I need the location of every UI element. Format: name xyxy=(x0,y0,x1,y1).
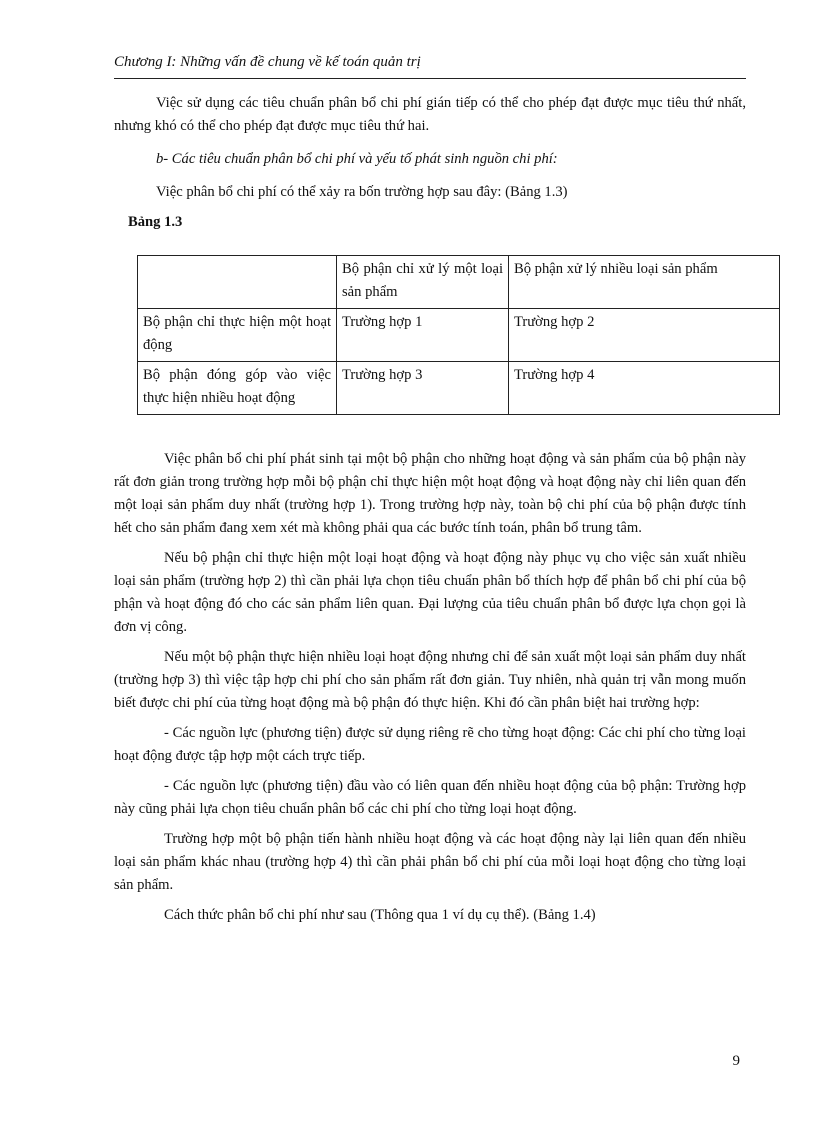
chapter-header: Chương I: Những vấn đề chung về kế toán quản trị xyxy=(114,54,421,70)
cases-intro: Việc phân bổ chi phí có thể xảy ra bốn trường hợp sau đây: (Bảng 1.3) xyxy=(156,184,568,200)
bullet-paragraph: - Các nguồn lực (phương tiện) đầu vào có liên quan đến nhiều hoạt động của bộ phận: Trường hợp này cũng phải lựa chọn tiêu chuẩn phân bổ các chi phí cho từng loại hoạt động. xyxy=(114,778,746,817)
body-paragraph: Nếu một bộ phận thực hiện nhiều loại hoạt động nhưng chỉ để sản xuất một loại sản phẩm duy nhất (trường hợp 3) thì việc tập hợp chi phí cho sản phẩm rất đơn giản. Tuy nhiên, nhà quản trị vẫn mong muốn biết được chi phí của từng hoạt động mà bộ phận đó thực hiện. Khi đó cần phân biệt hai trường hợp: xyxy=(114,649,746,711)
body-paragraph: Việc phân bổ chi phí phát sinh tại một bộ phận cho những hoạt động và sản phẩm của bộ phận này rất đơn giản trong trường hợp mỗi bộ phận chỉ thực hiện một hoạt động và hoạt động này chỉ liên quan đến một loại sản phẩm duy nhất (trường hợp 1). Trong trường hợp này, toàn bộ chi phí của bộ phận được tính hết cho sản phẩm đang xem xét mà không phải qua các bước tính toán, phân bổ trung tâm. xyxy=(114,451,746,536)
subheading: b- Các tiêu chuẩn phân bổ chi phí và yếu tố phát sinh nguồn chi phí: xyxy=(156,151,558,167)
intro-paragraph: Việc sử dụng các tiêu chuẩn phân bổ chi phí gián tiếp có thể cho phép đạt được mục tiêu thứ nhất, nhưng khó có thể cho phép đạt được mục tiêu thứ hai. xyxy=(114,95,746,134)
bullet-paragraph: - Các nguồn lực (phương tiện) được sử dụng riêng rẽ cho từng hoạt động: Các chi phí cho từng loại hoạt động được tập hợp một cách trực tiếp. xyxy=(114,725,746,764)
table-row xyxy=(138,309,780,362)
table-row-label: Bộ phận đóng góp vào việc thực hiện nhiều hoạt động xyxy=(138,362,337,415)
table-header-row xyxy=(138,256,780,309)
table-col-header: Bộ phận chỉ xử lý một loại sản phẩm xyxy=(337,256,509,309)
table-row-label: Bộ phận chỉ thực hiện một hoạt động xyxy=(138,309,337,362)
table-cell: Trường hợp 2 xyxy=(509,309,780,362)
header-rule xyxy=(114,78,746,79)
table-cell: Trường hợp 3 xyxy=(337,362,509,415)
body-paragraph: Trường hợp một bộ phận tiến hành nhiều hoạt động và các hoạt động này lại liên quan đến nhiều loại sản phẩm khác nhau (trường hợp 4) thì cần phải phân bổ chi phí của mỗi loại hoạt động cho từng loại sản phẩm. xyxy=(114,831,746,893)
table-corner-cell xyxy=(138,256,337,309)
page-content xyxy=(114,92,746,927)
body-paragraph: Cách thức phân bổ chi phí như sau (Thông qua 1 ví dụ cụ thể). (Bảng 1.4) xyxy=(164,907,596,923)
table-caption: Bảng 1.3 xyxy=(128,214,183,230)
table-row xyxy=(138,362,780,415)
table-cell: Trường hợp 1 xyxy=(337,309,509,362)
body-paragraph: Nếu bộ phận chỉ thực hiện một loại hoạt động và hoạt động này phục vụ cho việc sản xuất nhiều loại sản phẩm (trường hợp 2) thì cần phải lựa chọn tiêu chuẩn phân bổ thích hợp để phân bổ chi phí của bộ phận và hoạt động đó cho các sản phẩm liên quan. Đại lượng của tiêu chuẩn phân bổ được lựa chọn gọi là đơn vị công. xyxy=(114,550,746,635)
cases-table xyxy=(137,255,780,415)
page-number: 9 xyxy=(732,1053,740,1069)
table-col-header: Bộ phận xử lý nhiều loại sản phẩm xyxy=(509,256,780,309)
table-cell: Trường hợp 4 xyxy=(509,362,780,415)
